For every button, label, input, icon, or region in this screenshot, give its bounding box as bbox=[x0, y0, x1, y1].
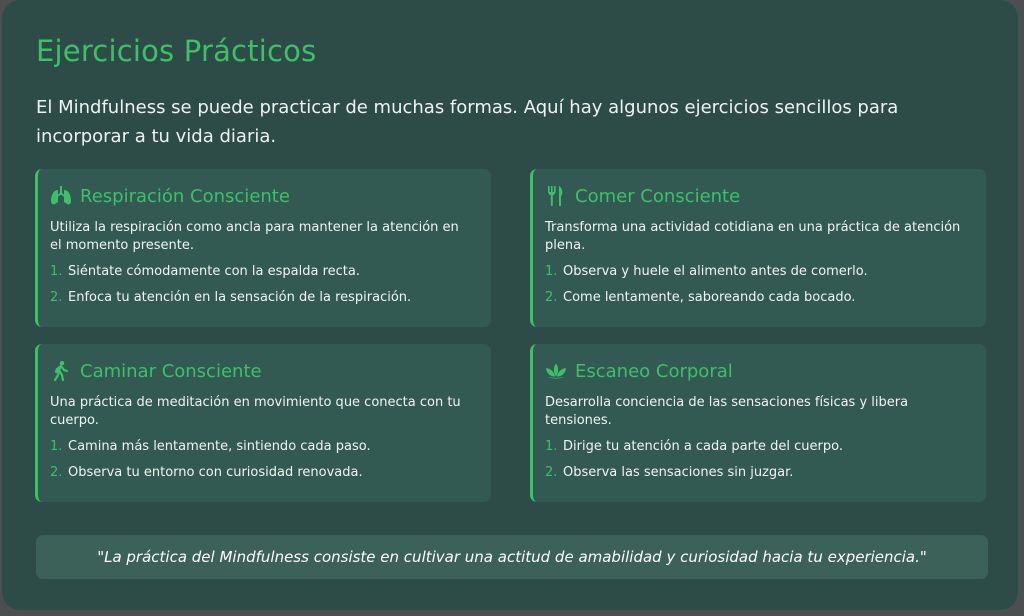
list-item bbox=[545, 464, 968, 482]
card-title: Comer Consciente bbox=[575, 185, 741, 207]
quote-text: "La práctica del Mindfulness consiste en cultivar una actitud de amabilidad y curiosidad hacia tu experiencia." bbox=[97, 548, 927, 566]
section-title: Ejercicios Prácticos bbox=[36, 34, 317, 68]
step-text: Observa las sensaciones sin juzgar. bbox=[563, 465, 794, 480]
walking-icon bbox=[50, 360, 72, 382]
card-description: Desarrolla conciencia de las sensaciones físicas y libera tensiones. bbox=[545, 395, 909, 428]
lungs-icon bbox=[50, 185, 72, 207]
section-intro: El Mindfulness se puede practicar de muchas formas. Aquí hay algunos ejercicios sencillos para incorporar a tu vida diaria. bbox=[36, 97, 899, 147]
utensils-icon bbox=[545, 185, 567, 207]
card-header bbox=[50, 183, 473, 209]
step-text: Camina más lentamente, sintiendo cada paso. bbox=[68, 439, 371, 454]
list-item bbox=[50, 464, 473, 482]
exercise-card-body-scan bbox=[530, 344, 986, 502]
quote-box bbox=[36, 535, 988, 579]
step-number: 2. bbox=[50, 465, 63, 480]
steps-list bbox=[50, 438, 473, 482]
step-text: Come lentamente, saboreando cada bocado. bbox=[563, 290, 856, 305]
step-text: Observa y huele el alimento antes de comerlo. bbox=[563, 264, 868, 279]
steps-list bbox=[545, 438, 968, 482]
step-text: Siéntate cómodamente con la espalda recta. bbox=[68, 264, 360, 279]
step-number: 2. bbox=[545, 290, 558, 305]
step-number: 2. bbox=[50, 290, 63, 305]
list-item bbox=[50, 438, 473, 456]
step-number: 1. bbox=[545, 439, 558, 454]
card-title: Respiración Consciente bbox=[80, 185, 290, 207]
card-description: Transforma una actividad cotidiana en una práctica de atención plena. bbox=[545, 220, 961, 253]
card-description: Utiliza la respiración como ancla para mantener la atención en el momento presente. bbox=[50, 220, 459, 253]
card-title: Escaneo Corporal bbox=[575, 360, 733, 382]
list-item bbox=[545, 438, 968, 456]
exercises-panel bbox=[2, 0, 1018, 610]
exercise-card-eating bbox=[530, 169, 986, 327]
list-item bbox=[50, 289, 473, 307]
step-text: Observa tu entorno con curiosidad renovada. bbox=[68, 465, 363, 480]
list-item bbox=[545, 289, 968, 307]
steps-list bbox=[545, 263, 968, 307]
card-header bbox=[545, 183, 968, 209]
step-number: 2. bbox=[545, 465, 558, 480]
exercise-card-walking bbox=[35, 344, 491, 502]
card-title: Caminar Consciente bbox=[80, 360, 262, 382]
step-text: Dirige tu atención a cada parte del cuerpo. bbox=[563, 439, 844, 454]
steps-list bbox=[50, 263, 473, 307]
card-description: Una práctica de meditación en movimiento que conecta con tu cuerpo. bbox=[50, 395, 461, 428]
step-number: 1. bbox=[50, 439, 63, 454]
list-item bbox=[50, 263, 473, 281]
card-header bbox=[50, 358, 473, 384]
lotus-icon bbox=[545, 360, 567, 382]
list-item bbox=[545, 263, 968, 281]
card-header bbox=[545, 358, 968, 384]
exercise-card-breathing bbox=[35, 169, 491, 327]
step-number: 1. bbox=[50, 264, 63, 279]
step-number: 1. bbox=[545, 264, 558, 279]
step-text: Enfoca tu atención en la sensación de la respiración. bbox=[68, 290, 412, 305]
